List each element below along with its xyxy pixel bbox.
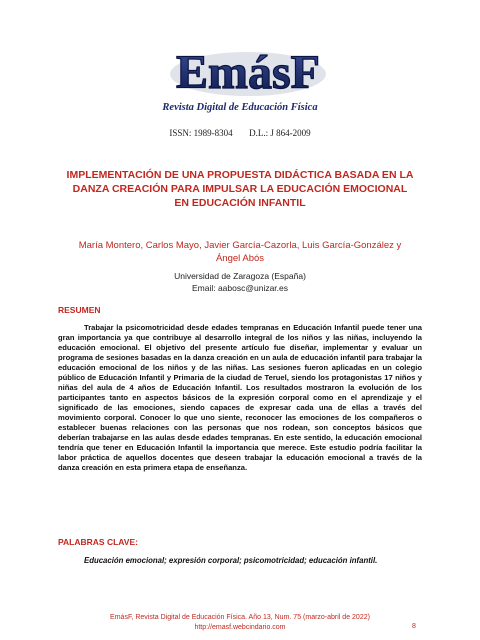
abstract-text: Trabajar la psicomotricidad desde edades tempranas en Educación Infantil puede tener una gran importancia ya que contribuye al desarrollo integral de los niños y las niñas, incluyendo la educación emocional. El objetivo del presente artículo fue diseñar, implementar y evaluar un programa de sesiones basadas en la danza creación en un aula de educación infantil para trabajar la educación emocional de los niños y de las niñas. Las sesiones fueron aplicadas en un colegio público de Educación Infantil y Primaria de la ciudad de Teruel, siendo los protagonistas 17 niños y niñas del aula de 4 años de Educación Infantil. Los resultados mostraron la evolución de los participantes tanto en aspectos básicos de la expresión corporal como en el aprendizaje y el significado de las emociones, siendo capaces de expresar cada una de ellas a través del movimiento corporal. Conocer lo que uno siente, reconocer las emociones de los compañeros o establecer buenas relaciones con las personas que nos rodean, son conceptos básicos que deberían trabajarse en las aulas desde edades tempranas. En este sentido, la educación emocional tendría que tener en Educación Infantil la importancia que merece. Este estudio podría facilitar la labor práctica de aquellos docentes que deseen trabajar la educación emocional a través de la danza creación en esta primera etapa de enseñanza. [58,323,422,472]
affiliation-block [100,270,380,294]
affiliation: Universidad de Zaragoza (España) [174,271,306,281]
authors-line: María Montero, Carlos Mayo, Javier García-Cazorla, Luis García-González y [78,240,402,251]
title-line: DANZA CREACIÓN PARA IMPULSAR LA EDUCACIÓN EMOCIONAL [72,183,408,195]
page-number: 8 [412,623,416,630]
authors-line: Ángel Abós [215,253,265,264]
author-email: Email: aabosc@unizar.es [191,283,289,293]
journal-logo [168,44,328,100]
issn-line [140,128,340,138]
emasf-logo-graphic [168,44,328,100]
journal-name: Revista Digital de Educación Física [162,102,318,113]
page-footer [60,613,420,633]
author-list [50,239,430,265]
logo-text: EmásF [176,46,320,99]
keywords-body [58,555,422,566]
legal-deposit: D.L.: J 864-2009 [249,128,311,138]
footer-citation: EmásF, Revista Digital de Educación Física. Año 13, Num. 75 (marzo-abril de 2022) [110,614,370,621]
issn: ISSN: 1989-8304 [169,128,233,138]
title-line: IMPLEMENTACIÓN DE UNA PROPUESTA DIDÁCTICA BASADA EN LA [66,169,414,181]
footer-url[interactable]: http://emasf.webcindario.com [194,624,286,631]
article-title [56,168,424,210]
abstract-heading: RESUMEN [58,305,101,315]
abstract-body [58,323,422,473]
title-line: EN EDUCACIÓN INFANTIL [174,197,306,209]
keywords-heading: PALABRAS CLAVE: [58,537,138,547]
keywords-text: Educación emocional; expresión corporal; psicomotricidad; educación infantil. [84,556,378,565]
